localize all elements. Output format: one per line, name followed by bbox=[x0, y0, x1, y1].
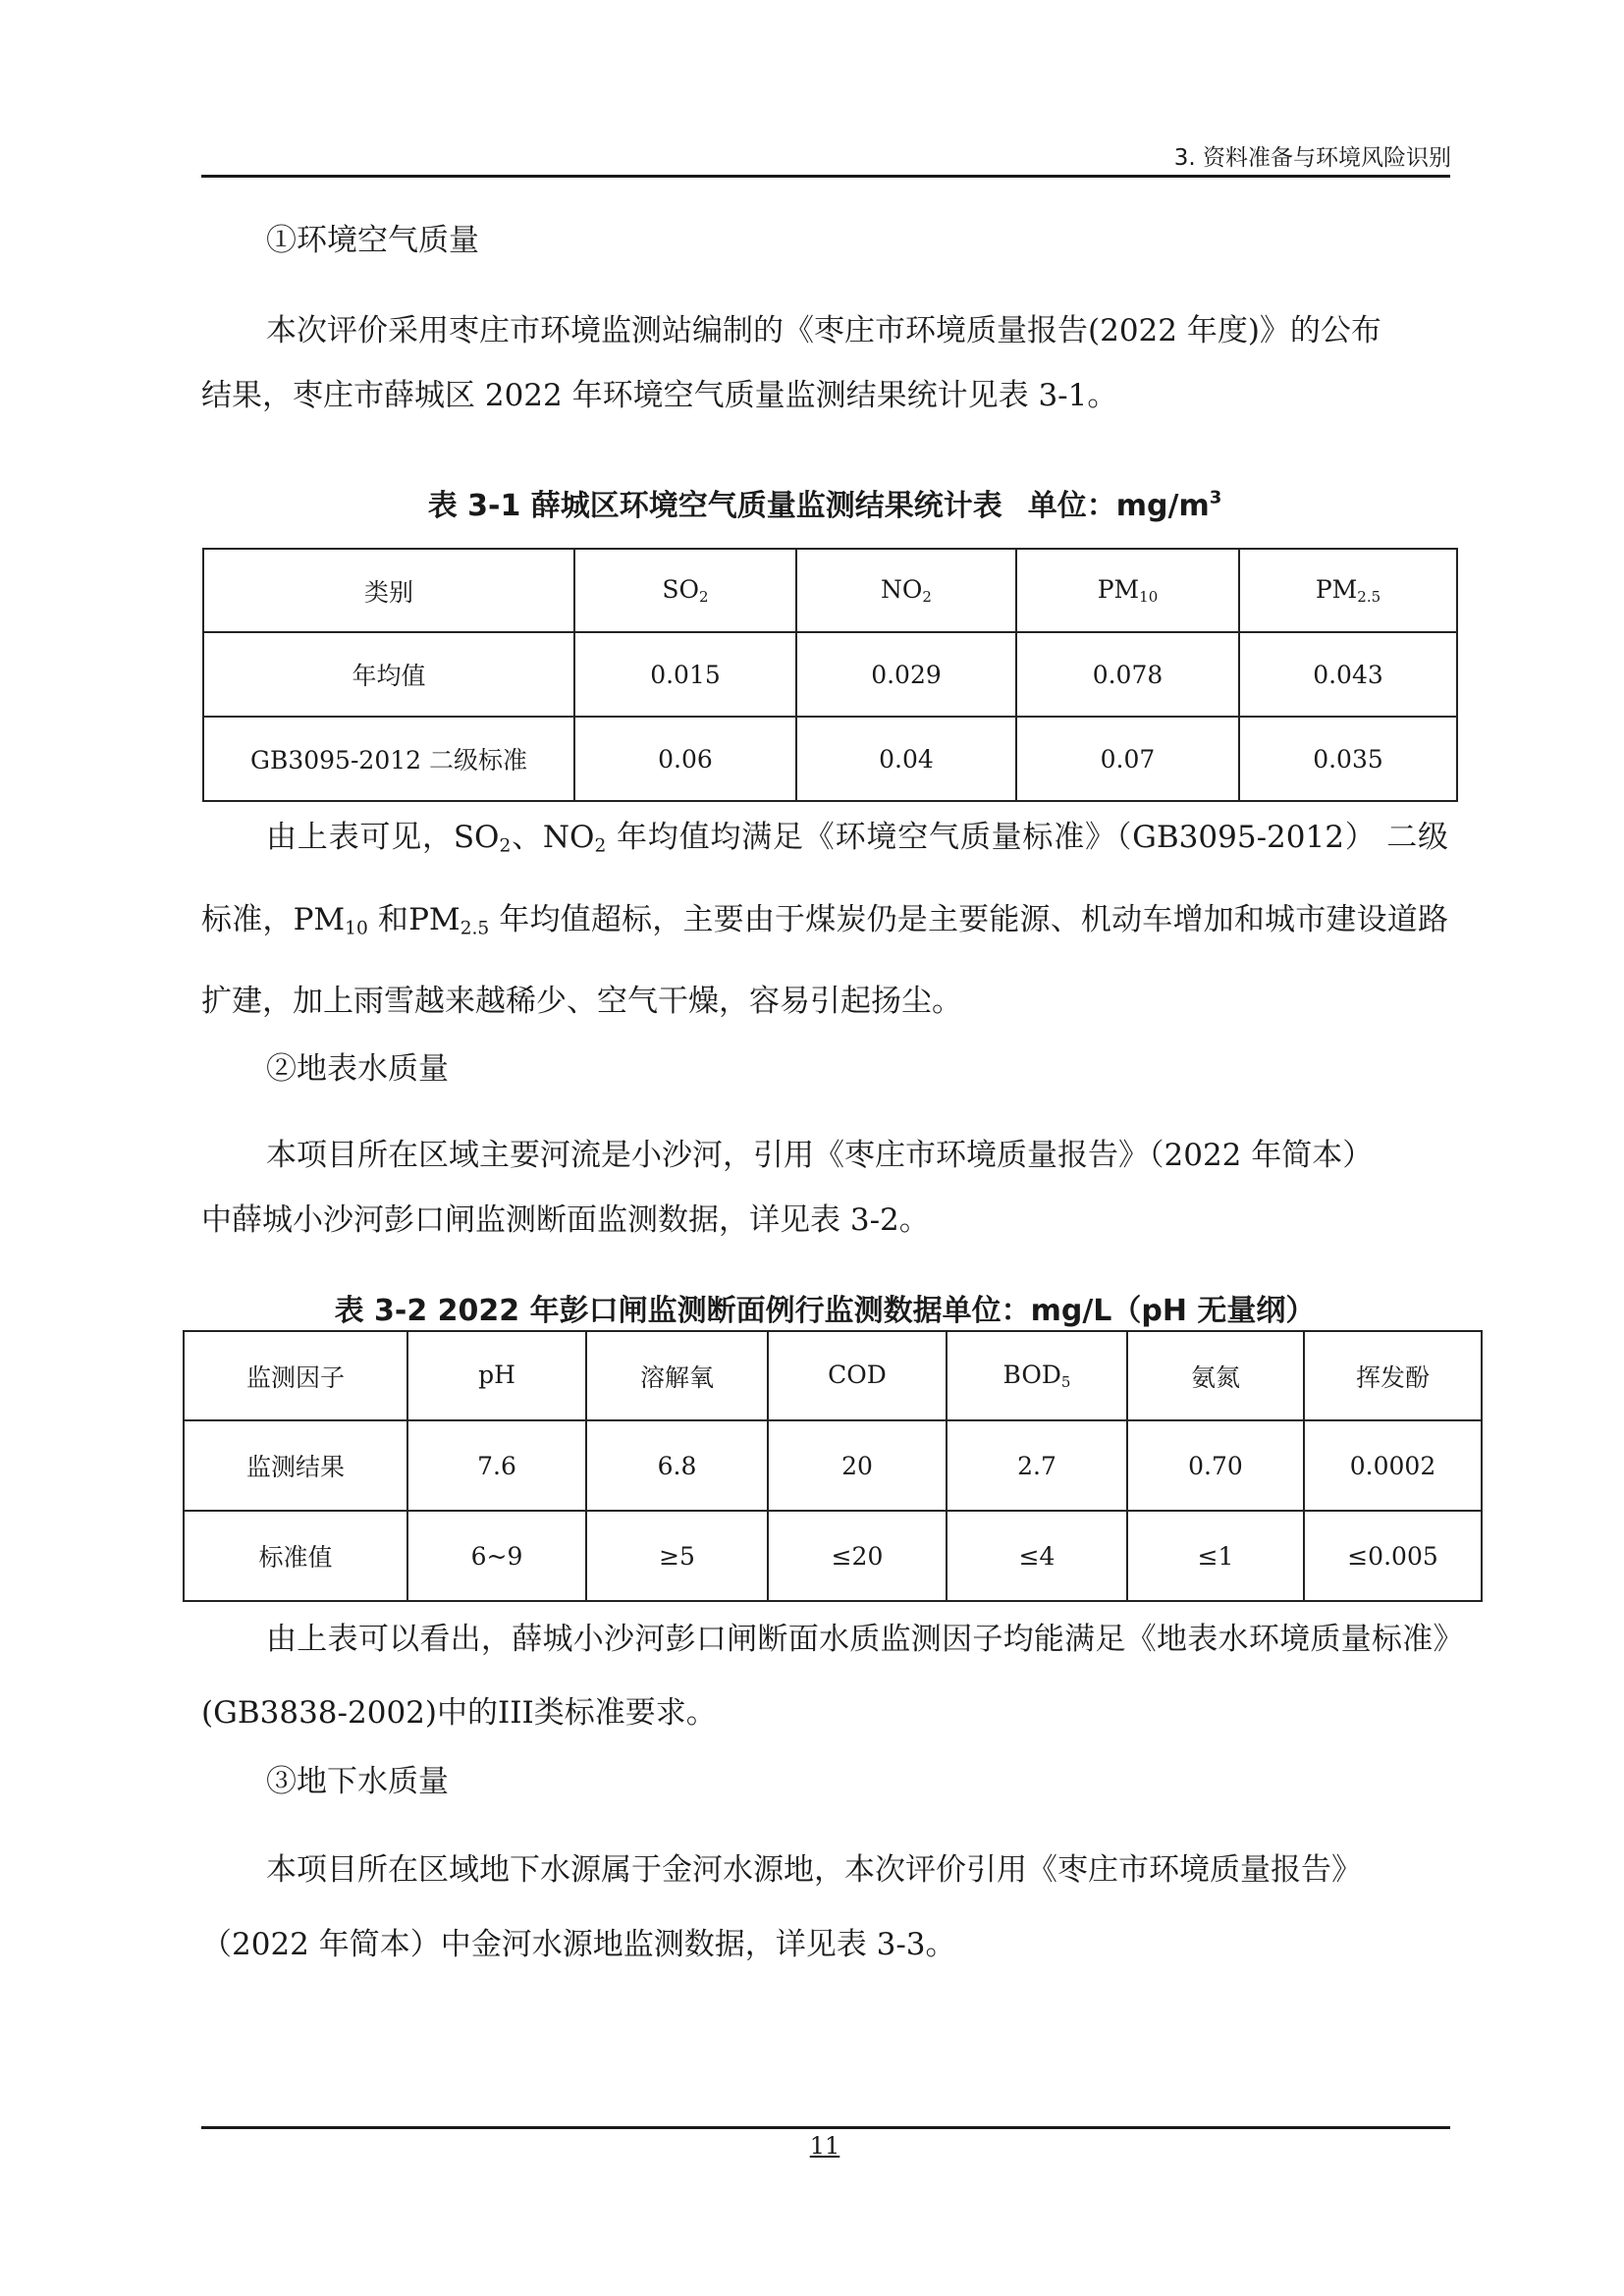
table-header-cell: $BOD_5$ bbox=[947, 1331, 1127, 1420]
table-cell: 0.04 bbox=[796, 717, 1016, 801]
table-row-label: 年均值 bbox=[203, 632, 574, 717]
table-row-label: 监测结果 bbox=[184, 1420, 407, 1511]
table-cell: 0.70 bbox=[1127, 1420, 1304, 1511]
table-header-cell: 类别 bbox=[203, 549, 574, 632]
air-conclusion: 由上表可见，$SO_2$、$NO_2$ 年均值均满足《环境空气质量标准》（GB3095-2012） 二级标准，$PM_{10}$ 和$PM_{2.5}$ 年均值超标，主要由于煤炭仍是主要能源、机动车增加和城市建设道路扩建，加上雨雪越来越稀少、空气干燥，容易引起扬尘。 bbox=[201, 820, 1449, 1020]
table-row-label: GB3095-2012 二级标准 bbox=[203, 717, 574, 801]
surface-water-conclusion: 由上表可以看出，薛城小沙河彭口闸断面水质监测因子均能满足《地表水环境质量标准》(GB3838-2002)中的III类标准要求。 bbox=[201, 1622, 1448, 1731]
table-header-cell: $PM_{2.5}$ bbox=[1239, 549, 1457, 632]
table-row bbox=[203, 717, 1457, 801]
header-rule bbox=[201, 175, 1450, 178]
table-3-2 bbox=[183, 1330, 1483, 1602]
running-header: 3. 资料准备与环境风险识别 bbox=[1173, 145, 1451, 171]
table-cell: 0.029 bbox=[796, 632, 1016, 717]
table-row bbox=[203, 632, 1457, 717]
air-intro-line-1: 本次评价采用枣庄市环境监测站编制的《枣庄市环境质量报告(2022 年度)》的公布 bbox=[266, 313, 1381, 348]
section-heading-air: ①环境空气质量 bbox=[266, 223, 479, 258]
groundwater-intro-line-1: 本项目所在区域地下水源属于金河水源地，本次评价引用《枣庄市环境质量报告》 bbox=[266, 1852, 1362, 1888]
air-intro-line-2: 结果，枣庄市薛城区 2022 年环境空气质量监测结果统计见表 3-1。 bbox=[201, 378, 1118, 413]
table-cell: 0.06 bbox=[574, 717, 796, 801]
table-cell: ≤0.005 bbox=[1304, 1511, 1482, 1601]
table-cell: ≤4 bbox=[947, 1511, 1127, 1601]
table-header-cell: $SO_2$ bbox=[574, 549, 796, 632]
table-cell: 2.7 bbox=[947, 1420, 1127, 1511]
table-3-1-caption-unit-sup: 3 bbox=[1209, 487, 1222, 508]
table-3-1 bbox=[202, 548, 1458, 802]
table-header-cell: $PM_{10}$ bbox=[1016, 549, 1239, 632]
table-header-cell: 挥发酚 bbox=[1304, 1331, 1482, 1420]
section-heading-surface-water: ②地表水质量 bbox=[266, 1051, 449, 1087]
table-header-cell: 监测因子 bbox=[184, 1331, 407, 1420]
table-3-1-caption bbox=[201, 481, 1448, 524]
table-cell: 0.043 bbox=[1239, 632, 1457, 717]
table-cell: 0.015 bbox=[574, 632, 796, 717]
table-cell: ≤1 bbox=[1127, 1511, 1304, 1601]
table-cell: 0.07 bbox=[1016, 717, 1239, 801]
table-header-cell: 溶解氧 bbox=[586, 1331, 768, 1420]
table-cell: ≤20 bbox=[768, 1511, 947, 1601]
groundwater-intro-line-2: （2022 年简本）中金河水源地监测数据，详见表 3-3。 bbox=[201, 1927, 956, 1962]
surface-water-intro-line-2: 中薛城小沙河彭口闸监测断面监测数据，详见表 3-2。 bbox=[201, 1202, 930, 1238]
table-header-cell: pH bbox=[407, 1331, 586, 1420]
table-3-1-caption-unit: 单位：mg/m bbox=[1027, 489, 1210, 523]
surface-water-intro-line-1: 本项目所在区域主要河流是小沙河，引用《枣庄市环境质量报告》（2022 年简本） bbox=[266, 1138, 1374, 1173]
table-header-cell: 氨氮 bbox=[1127, 1331, 1304, 1420]
footer-rule bbox=[201, 2126, 1450, 2129]
table-cell: 6.8 bbox=[586, 1420, 768, 1511]
table-cell: 0.035 bbox=[1239, 717, 1457, 801]
table-row-label: 标准值 bbox=[184, 1511, 407, 1601]
table-row bbox=[203, 549, 1457, 632]
section-heading-groundwater: ③地下水质量 bbox=[266, 1764, 449, 1799]
table-header-cell: $NO_2$ bbox=[796, 549, 1016, 632]
table-cell: 20 bbox=[768, 1420, 947, 1511]
table-header-cell: COD bbox=[768, 1331, 947, 1420]
table-3-1-caption-title: 表 3-1 薛城区环境空气质量监测结果统计表 bbox=[427, 489, 1002, 523]
table-cell: 6~9 bbox=[407, 1511, 586, 1601]
page-number: 11 bbox=[809, 2132, 840, 2160]
table-row bbox=[184, 1511, 1482, 1601]
table-cell: 7.6 bbox=[407, 1420, 586, 1511]
table-cell: ≥5 bbox=[586, 1511, 768, 1601]
table-row bbox=[184, 1420, 1482, 1511]
table-3-2-caption: 表 3-2 2022 年彭口闸监测断面例行监测数据单位：mg/L（pH 无量纲） bbox=[334, 1294, 1316, 1328]
table-cell: 0.078 bbox=[1016, 632, 1239, 717]
table-cell: 0.0002 bbox=[1304, 1420, 1482, 1511]
table-row bbox=[184, 1331, 1482, 1420]
